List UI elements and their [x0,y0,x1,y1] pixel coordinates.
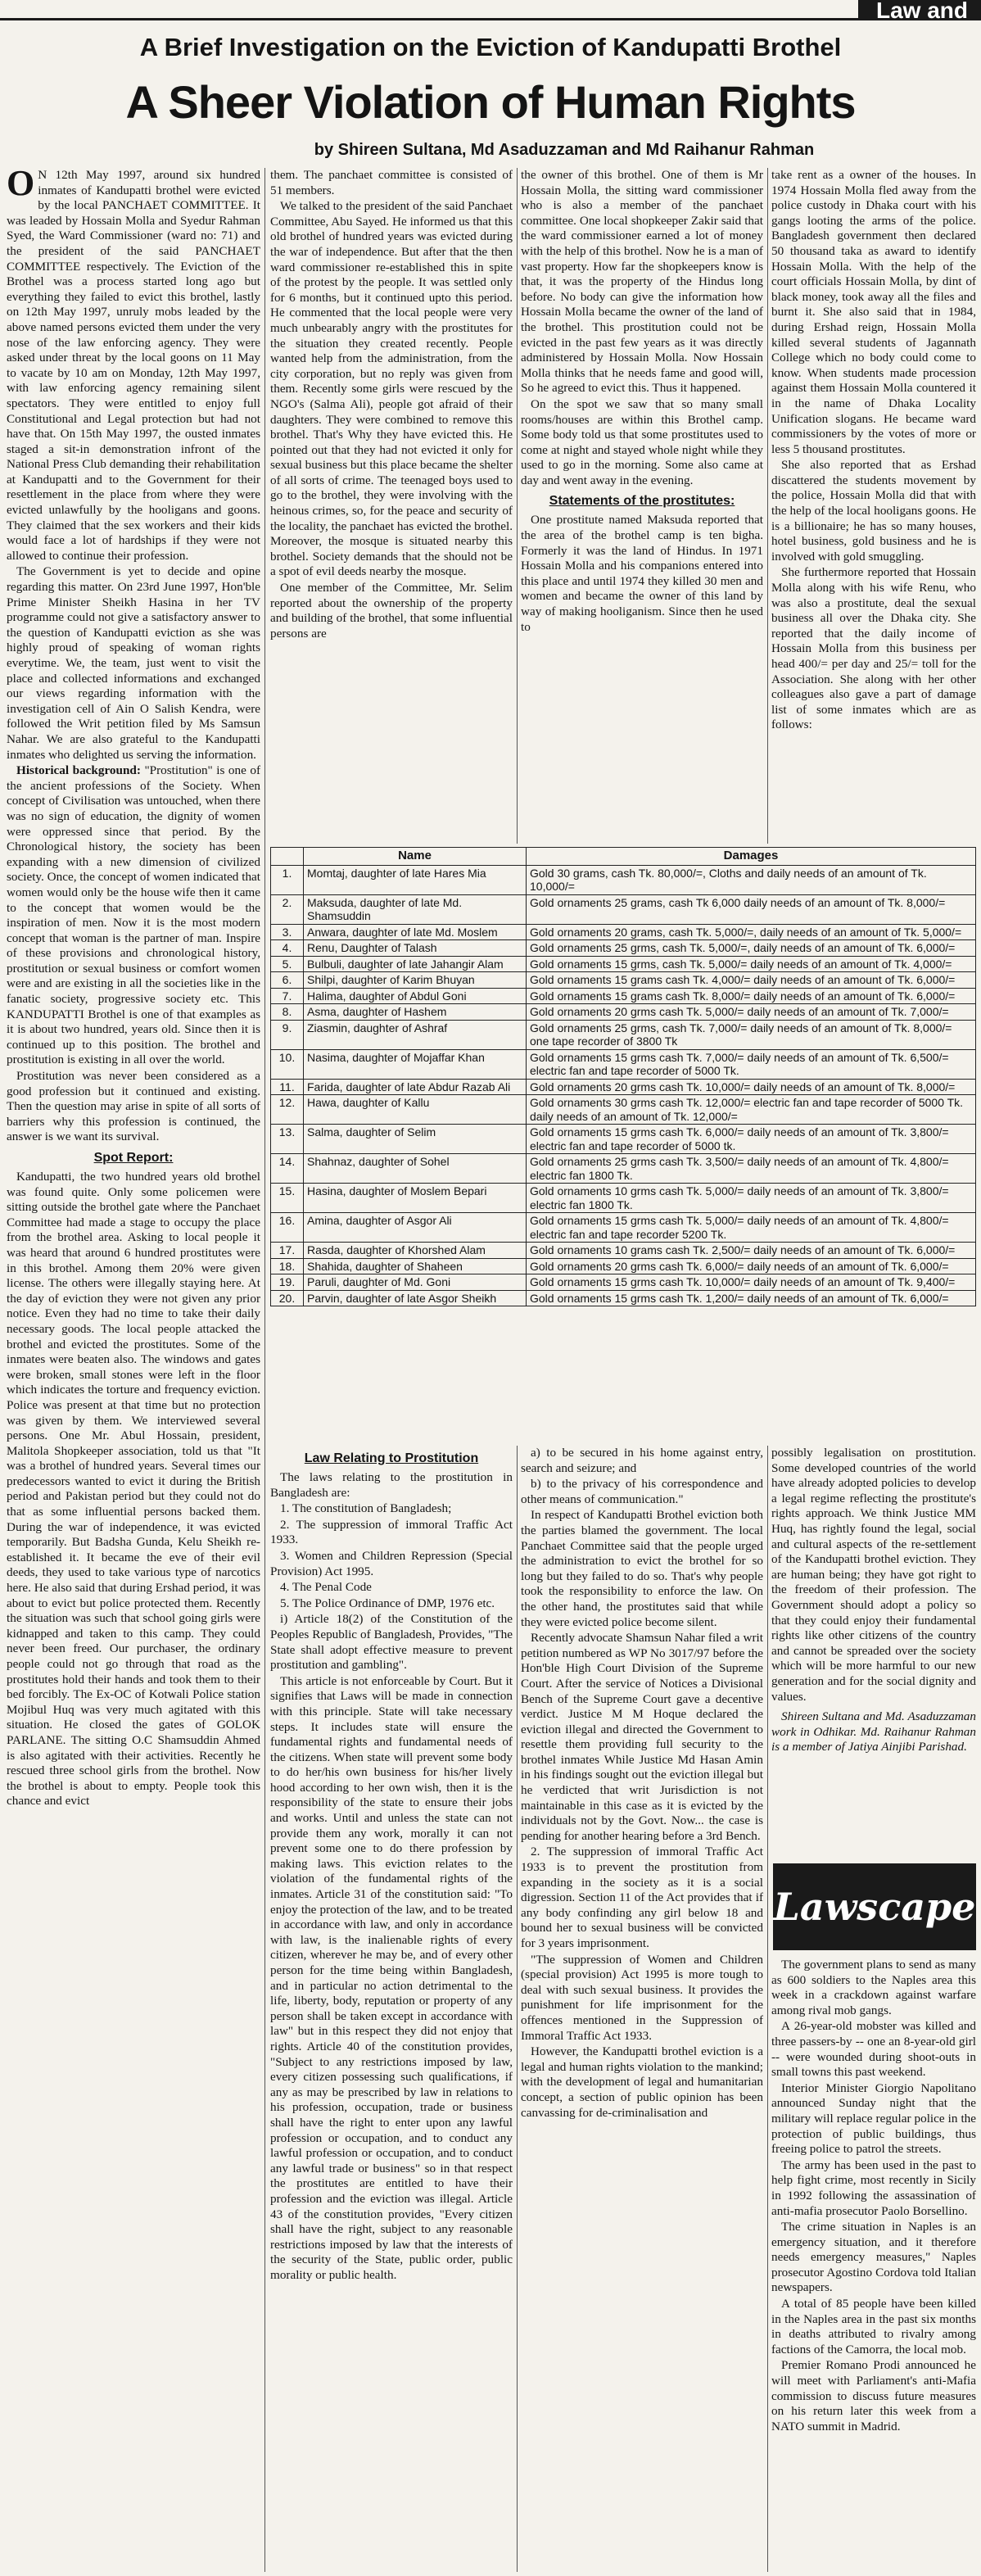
row-number: 10. [271,1049,304,1079]
paragraph: The government plans to send as many as 600 soldiers to the Naples area this week in a crackdown against warfare among rival mob gangs. [771,1958,976,2017]
damage-details: Gold ornaments 25 grms, cash Tk. 7,000/= daily needs of an amount of Tk. 8,000/= one tape recorder of 3800 Tk [527,1020,976,1049]
row-number: 2. [271,894,304,924]
row-number: 1. [271,865,304,894]
paragraph: possibly legalisation on prostitution. Some developed countries of the world have already adopted policies to develop a legal regime reflecting the prostitute's rights approach. We think Justice MM Huq, has rightly found the legal, social and cultural aspects of the re-settlement of the Kandupatti brothel eviction. They are human being; they have got right to the freedom of their profession. The Government should adopt a policy so that they could enjoy their fundamental rights like other citizens of the country and cannot be spreaded over the society which will be more harmful to our new generation and for the social dignity and values. [771,1446,976,1704]
damage-details: Gold ornaments 25 grms, cash Tk. 5,000/=, daily needs of an amount of Tk. 6,000/= [527,940,976,957]
table-row [271,1079,976,1095]
paragraph: However, the Kandupatti brothel eviction is a legal and human rights violation to the mankind; with the development of legal and humanitarian concept, a section of public opinion has been canvassing for de-criminalisation and [521,2044,763,2120]
article-column-3 [521,168,763,844]
paragraph: take rent as a owner of the houses. In 1974 Hossain Molla fled away from the police custody in Dhaka court with his gangs looting the arms of the police. Bangladesh government then declared 50 thousand taka as award to identify Hossain Molla. With the help of the court officials Hossain Molla, by dint of black money, took away all the files and burnt it. She also said that in 1984, during Ershad reign, Hossain Molla killed several students of Jagannath College which no body could come to know. When students made procession against them Hossain Molla countered it in the name of Dhaka Locality Unification slogans. He became ward commissioners by the votes of more or less 5 thousand prostitutes. [771,168,976,456]
table-header-sl [271,848,304,866]
paragraph: The crime situation in Naples is an emergency situation, and it therefore needs emergency measures," Naples prosecutor Agostino Cordova told Italian newspapers. [771,2220,976,2295]
row-number: 13. [271,1125,304,1154]
victim-name: Salma, daughter of Selim [304,1125,527,1154]
victim-name: Shahida, daughter of Shaheen [304,1258,527,1274]
column-divider [517,1446,518,2572]
clause: b) to the privacy of his correspondence and other means of communication." [521,1477,763,1506]
damage-details: Gold ornaments 20 grams, cash Tk. 5,000/=, daily needs of an amount of Tk. 5,000/= [527,924,976,940]
paragraph: One member of the Committee, Mr. Selim reported about the ownership of the property and building of the brothel, that some influential persons are [270,581,513,641]
table-row [271,1213,976,1243]
damage-details: Gold ornaments 15 grms cash Tk. 7,000/= daily needs of an amount of Tk. 6,500/= electric fan and tape recorder of 5000 Tk. [527,1049,976,1079]
paragraph: the owner of this brothel. One of them is Mr Hossain Molla, the sitting ward commissioner who is also a member of the panchaet committee. One local shopkeeper Zakir said that the ward commissioner earned a lot of money with the help of this brothel. Now he is a man of vast property. How far the shopkeepers know is that, it was the property of the Hindus long before. No body can give the information how Hossain Molla became the owner of the land of the brothel. This prostitution could not be evicted in the past few years as it was directly administered by Hossain Molla. Now Hossain Molla thinks that he needs fame and good will, So he agreed to evict this. Thus it happened. [521,168,763,396]
paragraph: them. The panchaet committee is consisted of 51 members. [270,168,513,197]
table-row [271,988,976,1004]
damage-details: Gold ornaments 15 grams cash Tk. 4,000/= daily needs of an amount of Tk. 6,000/= [527,972,976,989]
victim-name: Rasda, daughter of Khorshed Alam [304,1243,527,1259]
row-number: 15. [271,1184,304,1213]
paragraph: On the spot we saw that so many small rooms/houses are within this Brothel camp. Some body told us that some prostitutes used to come at night and stayed whole night while they used to go in the morning. Some also came at day and went away in the evening. [521,396,763,487]
victim-name: Bulbuli, daughter of late Jahangir Alam [304,956,527,972]
victim-name: Maksuda, daughter of late Md. Shamsuddin [304,894,527,924]
table-row [271,1095,976,1125]
row-number: 18. [271,1258,304,1274]
table-row [271,1020,976,1049]
table-row [271,940,976,957]
law-item: 3. Women and Children Repression (Special Provision) Act 1995. [270,1548,513,1578]
spot-report-text: Kandupatti, the two hundred years old brothel was found quite. Only some policemen were sitting outside the brothel gate where the Panchaet Committee had made a stage to occupy the place from the brothel area. Asking to local people it was heard that around 6 hundred prostitutes were in this brothel. Among them 20% were given license. The others were illegally staying here. At the day of eviction they were not given any prior notice. Even they had no time to take their daily necessary goods. The local people attacked the brothel and evicted the prostitutes. Some of the inmates were beaten also. The windows and gates were broken, small stones were left in the floor which indicates the torture and frequency eviction. Police was present at that time but no protection was given by them. We interviewed several persons. One Mr. Abul Hossain, president, Malitola Shopkeeper association, told us that "It was a brothel of hundred years. Several times our predecessors wanted to evict it during the British period and Pakistan period but they could not do that as some influential persons backed them. During the war of independence, it was evicted temporarily. But Badsha Gunda, Kelu Sheikh re-established it. It became the eve of their evil deeds, they used to take various type of narcotics here. He also said that during Ershad period, it was about to evict but police protected them. Recently the situation was such that school going girls were kidnapped and taken to this camp. They could never been freed. Our purchaser, the ordinary people could not go through that road as the prostitutes hold their hands and took them to their bed forcibly. The Ex-OC of Kotwali Police station Mojibul Huq was very much agitated with this situation. He closed the gates of GOLOK PARLANE. The sitting O.C Shamsuddin Ahmed is also agitated with their activities. Recently he rescued three school girls from the brothel. Now the brothel is about to empty. People took this chance and evict [7,1170,260,1809]
row-number: 7. [271,988,304,1004]
victim-name: Amina, daughter of Asgor Ali [304,1213,527,1243]
article-column-2 [270,168,513,844]
row-number: 12. [271,1095,304,1125]
law-item: 2. The suppression of immoral Traffic Act 1933. [270,1517,513,1547]
damage-details: Gold ornaments 25 grms cash Tk. 3,500/= daily needs of an amount of Tk. 4,800/= electric fan 1800 Tk. [527,1154,976,1184]
spot-report-heading: Spot Report: [93,1151,174,1165]
table-row [271,1290,976,1306]
law-item: 1. The constitution of Bangladesh; [280,1501,452,1516]
column-divider [264,168,265,2572]
victim-name: Renu, Daughter of Talash [304,940,527,957]
damage-details: Gold ornaments 10 grams cash Tk. 2,500/= daily needs of an amount of Tk. 6,000/= [527,1243,976,1259]
table-header-row [271,848,976,866]
drop-cap: O [7,168,35,203]
paragraph: A total of 85 people have been killed in the Naples area in the past six months in deaths attributed to rivalry among factions of the Camorra, the local mob. [771,2297,976,2356]
damage-details: Gold ornaments 20 grms cash Tk. 5,000/= daily needs of an amount of Tk. 7,000/= [527,1004,976,1021]
damage-details: Gold ornaments 20 grms cash Tk. 10,000/= daily needs of an amount of Tk. 8,000/= [527,1079,976,1095]
table-row [271,1243,976,1259]
section-label: Law and [858,0,981,20]
victim-name: Anwara, daughter of late Md. Moslem [304,924,527,940]
victim-name: Parvin, daughter of late Asgor Sheikh [304,1290,527,1306]
table-row [271,894,976,924]
kicker: A Brief Investigation on the Eviction of Kandupatti Brothel [139,33,842,61]
paragraph: The army has been used in the past to help fight crime, most recently in Sicily in 1992 following the assassination of anti-mafia prosecutor Paolo Borsellino. [771,2157,976,2218]
damages-table [270,847,976,1306]
damage-details: Gold ornaments 15 grms cash Tk. 1,200/= daily needs of an amount of Tk. 6,000/= [527,1290,976,1306]
table-row [271,1258,976,1274]
law-item: 4. The Penal Code [280,1580,372,1595]
victim-name: Farida, daughter of late Abdur Razab Ali [304,1079,527,1095]
historical-background-label: Historical background: [16,763,141,778]
headline: A Sheer Violation of Human Rights [125,76,856,128]
table-row [271,956,976,972]
row-number: 3. [271,924,304,940]
paragraph: Prostitution was never been considered as a good profession but it continued and existing. Then the question may arise in spite of all sorts of barriers why this profession is continued, the answer is we want its survival. [7,1069,260,1144]
paragraph: A 26-year-old mobster was killed and three passers-by -- one an 8-year-old girl -- were wounded during shoot-outs in small towns this past weekend. [771,2019,976,2080]
paragraph: She furthermore reported that Hossain Molla along with his wife Renu, who was also a prostitute, deal the sexual business all over the Dhaka city. She reported that the daily income of Hossain Molla from this business per head 400/= per day and 25/= toll for the Association. She along with her other colleagues also gave a part of damage list of some inmates which are as follows: [771,565,976,732]
paragraph: The laws relating to the prostitution in Bangladesh are: [270,1470,513,1500]
damage-details: Gold ornaments 10 grms cash Tk. 5,000/= daily needs of an amount of Tk. 3,800/= electric fan 1800 Tk. [527,1184,976,1213]
paragraph: "The suppression of Women and Children (special provision) Act 1995 is more tough to deal with such sexual business. It provides the punishment for life imprisonment for the offences mentioned in the Suppression of Immoral Traffic Act 1933. [521,1952,763,2043]
table-row [271,1154,976,1184]
victim-name: Hasina, daughter of Moslem Bepari [304,1184,527,1213]
victim-name: Halima, daughter of Abdul Goni [304,988,527,1004]
row-number: 8. [271,1004,304,1021]
damage-details: Gold ornaments 25 grams, cash Tk 6,000 daily needs of an amount of Tk. 8,000/= [527,894,976,924]
damage-details: Gold ornaments 15 grms cash Tk. 5,000/= daily needs of an amount of Tk. 4,800/= electric fan and tape recorder 5200 Tk. [527,1213,976,1243]
table-row [271,924,976,940]
paragraph: One prostitute named Maksuda reported that the area of the brothel camp is ten bigha. Formerly it was the land of Hindus. In 1971 Hossain Molla and his companions entered into this place and until 1974 they killed 30 men and women and became the owner of this land by way of making hooliganism. Since then he used to [521,513,763,634]
victim-name: Asma, daughter of Hashem [304,1004,527,1021]
header-rule [0,18,981,20]
paragraph: Recently advocate Shamsun Nahar filed a writ petition numbered as WP No 3017/97 before the Hon'ble High Court Division of the Supreme Court. After the service of Notices a Divisional Bench of the Supreme Court gave a decentive verdict. Justice M M Hoque declared the eviction illegal and directed the Government to resettle them providing full security to the brothel inmates While Justice Md Hasan Amin in his findings sought out the eviction illegal but he verdicted that writ Jurisdiction is not maintainable in this case as it is evicted by the individuals not by the Govt. Now... the case is pending for another hearing before a 3rd Bench. [521,1631,763,1843]
lawscape-banner: Lawscape [773,1863,976,1950]
paragraph: In respect of Kandupatti Brothel eviction both the parties blamed the government. The local Panchaet Committee said that the people urged the administration to evict the brothel for so long but they failed to do so. That's why people took the responsibility to enforce the law. On the other hand, the prostitutes said that while they were evicted police become silent. [521,1508,763,1629]
row-number: 17. [271,1243,304,1259]
table-header-damages: Damages [527,848,976,866]
victim-name: Shahnaz, daughter of Sohel [304,1154,527,1184]
row-number: 9. [271,1020,304,1049]
paragraph: Interior Minister Giorgio Napolitano announced Sunday night that the military will replace regular police in the protection of public buildings, thus freeing police to patrol the streets. [771,2080,976,2157]
conclusion-column [771,1446,976,1855]
table-row [271,1049,976,1079]
victim-name: Shilpi, daughter of Karim Bhuyan [304,972,527,989]
law-item: 5. The Police Ordinance of DMP, 1976 etc. [280,1596,495,1610]
row-number: 14. [271,1154,304,1184]
laws-column [270,1446,513,2572]
byline: by Shireen Sultana, Md Asaduzzaman and Md Raihanur Rahman [314,141,815,159]
paragraph: The Government is yet to decide and opine regarding this matter. On 23rd June 1997, Hon'ble Prime Minister Sheikh Hasina in her TV programme could not give a satisfactory answer to the question of Kandupatti eviction as she was highly proud of speaking of woman rights everytime. We, the team, just went to visit the place and collected informations and exchanged our views regarding information with the investigation cell of Ain O Salish Kendra, were followed the Writ petition filed by Ms Samsun Nahar. We are also grateful to the Kandupatti inmates who delighted us serving the information. [7,564,260,762]
victim-name: Hawa, daughter of Kallu [304,1095,527,1125]
victim-name: Ziasmin, daughter of Ashraf [304,1020,527,1049]
row-number: 19. [271,1274,304,1291]
column-divider [767,1446,768,2572]
row-number: 6. [271,972,304,989]
row-number: 16. [271,1213,304,1243]
table-row [271,1004,976,1021]
damage-details: Gold ornaments 30 grms cash Tk. 12,000/= electric fan and tape recorder of 5000 Tk. daily needs of an amount of Tk. 12,000/= [527,1095,976,1125]
row-number: 11. [271,1079,304,1095]
table-row [271,1274,976,1291]
historical-background-text: "Prostitution" is one of the ancient professions of the Society. When concept of Civilisation was untouched, when there was no sign of education, the dignity of women were oppressed since that period. By the Chronological history, the society has been expanding with a new dimension of civilized society. Once, the concept of women indicated that women would only be the house wife then it came to the concept that women would be the inspiration of men. Now it is the most modern concept that woman is the partner of man. Inspire of these provisions and chronological history, prostitution or sexual business or comfort women were and are existing in all the societies like in the fanatic society, progressive society etc. This KANDUPATTI Brothel is one of that examples as it is about two hundred, years old. Since then it is continued up to this position. The brothel and prostitution is existing in all over the world. [7,763,260,1067]
damage-details: Gold 30 grams, cash Tk. 80,000/=, Cloths and daily needs of an amount of Tk. 10,000/= [527,865,976,894]
paragraph: i) Article 18(2) of the Constitution of the Peoples Republic of Bangladesh, Provides, "The State shall adopt effective measure to prevent prostitution and gambling". [270,1612,513,1673]
section-header [0,0,981,21]
clause: a) to be secured in his home against entry, search and seizure; and [521,1446,763,1475]
damage-details: Gold ornaments 15 grams cash Tk. 8,000/= daily needs of an amount of Tk. 6,000/= [527,988,976,1004]
paragraph: We talked to the president of the said Panchaet Committee, Abu Sayed. He informed us that this old brothel of hundred years was evicted during the war of independence. But after that the then ward commissioner re-established this in spite of the protest by the people. It was settled only for 6 months, but it continued upto this period. He commented that the local people were very much unbearably angry with the prostitutes for the situation they created recently. People wanted help from the administration, from the city corporation, but no reply was given from them. Recently some girls were rescued by the NGO's (Salma Ali), people got afraid of their daughters. They were combined to remove this brothel. That's Why they have evicted this. He pointed out that they had not evicted it only for sexual business but this place became the shelter of all sorts of crime. The teenaged boys used to go to the brothel, they were involving with the heinous crimes, so, for the peace and security of the locality, the panchaet has evicted the brothel. Moreover, the mosque is situated nearby this brothel. Society demands that the should not be a spot of evil deeds nearby the mosque. [270,199,513,579]
laws-heading: Law Relating to Prostitution [304,1451,479,1465]
table-row [271,865,976,894]
laws-column-continued [521,1446,763,2572]
table-header-name: Name [304,848,527,866]
victim-name: Momtaj, daughter of late Hares Mia [304,865,527,894]
table-row [271,1125,976,1154]
paragraph: 2. The suppression of immoral Traffic Act 1933 is to prevent the prostitution from expanding in the society as it is a social digression. Section 11 of the Act provides that if any body confinding any girl below 18 and bound her to sexual business will be convicted for 3 years imprisonment. [521,1845,763,1950]
damage-details: Gold ornaments 15 grms cash Tk. 6,000/= daily needs of an amount of Tk. 3,800/= electric fan and tape recorder of 5000 tk. [527,1125,976,1154]
row-number: 20. [271,1290,304,1306]
paragraph: This article is not enforceable by Court. But it signifies that Laws will be made in connection with this principle. State will take necessary steps. It includes state will ensure the fundamental rights and fundamental needs of the citizens. When state will prevent some body to do her/his own business for his/her lively hood according to her own wish, then it is the responsibility of the state to ensure their jobs and works. Until and unless the state can not provide them any work, morally it can not prevent some one to do there profession by making laws. This eviction relates to the violation of the fundamental rights of the inmates. Article 31 of the constitution said: "To enjoy the protection of the law, and to be treated in accordance with law, and only in accordance with law, is the inalienable rights of every citizen, wherever he may be, and of every other person for the time being within Bangladesh, and in particular no action detrimental to the life, liberty, body, reputation or property of any person shall be taken except in accordance with law" but in this respect they did not enjoy that rights. Article 40 of the constitution provides, "Subject to any restrictions imposed by law, every citizen possessing such qualifications, if any as may be prescribed by law in relations to his profession, occupation, trade or business shall have the right to enter upon any lawful profession or occupation, and to conduct any lawful profession or occupation, and to conduct any lawful trade or business" so in that respect the prostitutes are entitled to have their profession and the eviction was illegal. Article 43 of the constitution provides, "Every citizen shall have the right, subject to any reasonable restrictions imposed by law that the interests of the security of the State, public order, public morality or public health. [270,1673,513,2282]
victim-name: Nasima, daughter of Mojaffar Khan [304,1049,527,1079]
intro-paragraph: N 12th May 1997, around six hundred inmates of Kandupatti brothel were evicted by the local PANCHAET COMMITTEE. It was leaded by Hossain Molla and Syedur Rahman Syed, the Ward Commissioner (ward no: 71) and the president of the said PANCHAET COMMITTEE respectively. The Eviction of the Brothel was a process started long ago but everything they failed to evict this brothel, lastly on 12th May 1997, unruly mobs leaded by the above named persons evicted them under the very nose of the law enforcing agency. They were asked under threat by the local goons on 11 May to vacate by 10 am on Monday, 12th May 1997, with law enforcing agency remaining silent spectators. They were entitled to enjoy full Constitutional and Legal protection but had not have that. On 15th May 1997, the ousted inmates staged a sit-in demonstration infront of the National Press Club demanding their rehabilitation at Kandupatti and to the Government for their resettlement in the place from where they were evicted unlawfully by the hooligans and goons. They claimed that the sex workers and their kids would face a lot of hardships if they were not allowed to continue their profession. [7,168,260,563]
article-column-4 [771,168,976,844]
damage-details: Gold ornaments 15 grms, cash Tk. 5,000/= daily needs of an amount of Tk. 4,000/= [527,956,976,972]
column-divider [767,168,768,844]
lawscape-column [771,1958,976,2572]
victim-name: Paruli, daughter of Md. Goni [304,1274,527,1291]
statements-heading: Statements of the prostitutes: [549,494,735,509]
damage-details: Gold ornaments 15 grms cash Tk. 10,000/= daily needs of an amount of Tk. 9,400/= [527,1274,976,1291]
row-number: 5. [271,956,304,972]
table-row [271,1184,976,1213]
table-row [271,972,976,989]
article-column-1 [7,168,260,2568]
paragraph: Premier Romano Prodi announced he will meet with Parliament's anti-Mafia commission to discuss future measures on his return later this week from a NATO summit in Madrid. [771,2358,976,2433]
damage-details: Gold ornaments 20 grms cash Tk. 6,000/= daily needs of an amount of Tk. 6,000/= [527,1258,976,1274]
row-number: 4. [271,940,304,957]
author-note: Shireen Sultana and Md. Asaduzzaman work in Odhikar. Md. Raihanur Rahman is a member of Jatiya Ainjibi Parishad. [771,1709,976,1754]
column-divider [517,168,518,844]
paragraph: She also reported that as Ershad discattered the students movement by the police, Hossain Molla did that with the help of the local hooligans goons. He is a billionaire; he has so many houses, hotel business, gold business and he is involved with gold smuggling. [771,458,976,564]
